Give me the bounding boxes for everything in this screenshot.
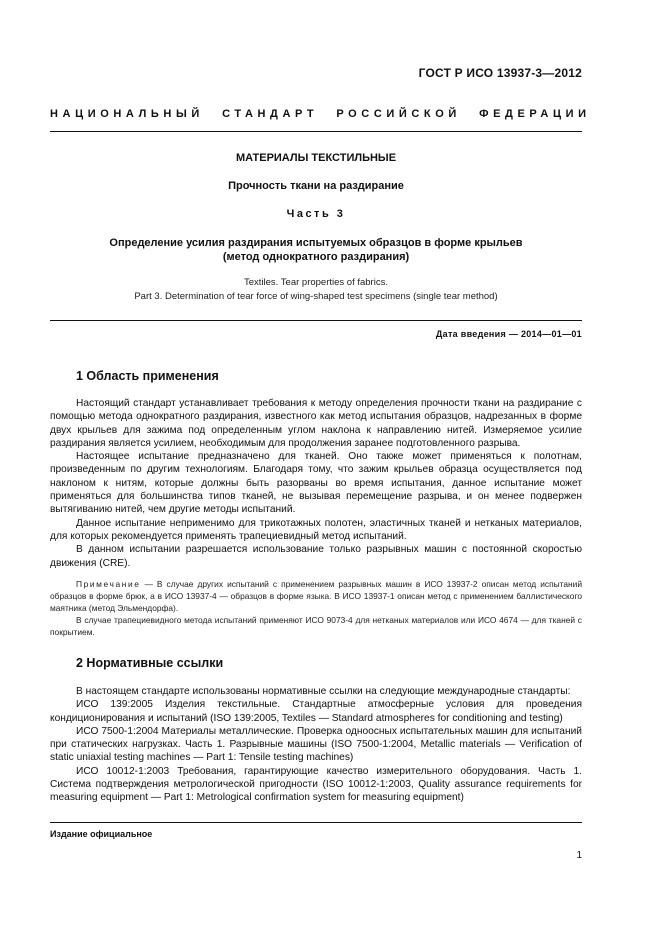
paragraph: Данное испытание неприменимо для трикотажных полотен, эластичных тканей и нетканых материалов, для которых рекомендуется применять трапециевидный метод испытаний. (50, 517, 582, 542)
banner-word: НАЦИОНАЛЬНЫЙ (50, 108, 204, 120)
section-references-body (50, 685, 582, 805)
english-title-line: Textiles. Tear properties of fabrics. (244, 277, 388, 288)
definition-line: (метод однократного раздирания) (222, 251, 410, 263)
note-text: — В случае других испытаний с применением разрывных машин в ИСО 13937-2 описан метод испытаний образцов в форме брюк, а в ИСО 13937-4 — образцов в форме языка. В ИСО 13937-1 описан метод с применением баллистического маятника (метод Эльмендорфа). (50, 579, 582, 613)
section-heading-references: 2 Нормативные ссылки (76, 656, 224, 670)
note-paragraph: В случае трапециевидного метода испытаний применяют ИСО 9073-4 для нетканых материалов или ИСО 4674 — для тканей с покрытием. (50, 615, 582, 637)
footer-divider (50, 822, 582, 823)
paragraph: ИСО 139:2005 Изделия текстильные. Стандартные атмосферные условия для проведения кондиционирования и испытаний (ISO 139:2005, Textiles — Standard atmospheres for conditioning and testing) (50, 699, 582, 724)
paragraph: В данном испытании разрешается использование только разрывных машин с постоянной скоростью движения (CRE). (50, 544, 582, 569)
edition-label: Издание официальное (50, 829, 153, 839)
note-label: Примечание (76, 579, 141, 589)
note-block (50, 578, 582, 638)
paragraph: Настоящее испытание предназначено для тканей. Оно также может применяться к полотнам, произведенным по другим технологиям. Благодаря тому, что зажим крыльев образца осуществляется под наклоном к нитям, которые должны быть разорваны во время испытания, данное испытание может применяться для большинства типов тканей, не вызывая перемещение разрыва, и он менее подвержен вытягиванию нитей, чем другие методы испытаний. (50, 451, 582, 516)
paragraph: ИСО 7500-1:2004 Материалы металлические. Проверка одноосных испытательных машин для испытаний при статических нагрузках. Часть 1. Разрывные машины (ISO 7500-1:2004, Metallic materials — Verification of static uniaxial testing machines — Part 1: Tensile testing machines) (50, 725, 582, 764)
page-number: 1 (576, 850, 582, 861)
section-heading-scope: 1 Область применения (76, 369, 219, 383)
banner-word: ФЕДЕРАЦИИ (479, 108, 591, 120)
definition-title (50, 236, 582, 264)
paragraph: Настоящий стандарт устанавливает требования к методу определения прочности ткани на раздирание с помощью метода однократного раздирания, известного как метод испытания образцов, надрезанных в форме двух крыльев для зажима под определенным углом наклона к направлению нитей. Измеряемое усилие раздирания является усилием, необходимым для продолжения заранее подготовленного разрыва. (50, 398, 582, 449)
english-title-line: Part 3. Determination of tear force of wing-shaped test specimens (single tear method) (134, 290, 498, 302)
document-subtitle: Прочность ткани на раздирание (228, 180, 404, 192)
standard-number: ГОСТ Р ИСО 13937-3—2012 (418, 66, 582, 80)
section-scope-body (50, 397, 582, 570)
header-divider (50, 131, 582, 132)
introduction-date: Дата введения — 2014—01—01 (435, 329, 582, 339)
note-paragraph (50, 578, 582, 614)
banner-word: РОССИЙСКОЙ (336, 108, 461, 120)
title-divider (50, 320, 582, 321)
paragraph: В настоящем стандарте использованы нормативные ссылки на следующие международные стандарты: (76, 686, 571, 697)
english-title (50, 276, 582, 303)
document-title: МАТЕРИАЛЫ ТЕКСТИЛЬНЫЕ (235, 152, 397, 164)
national-standard-banner (50, 108, 591, 120)
definition-line: Определение усилия раздирания испытуемых образцов в форме крыльев (109, 237, 523, 249)
banner-word: СТАНДАРТ (222, 108, 319, 120)
paragraph: ИСО 10012-1:2003 Требования, гарантирующие качество измерительного оборудования. Часть 1. Система подтверждения метрологической пригодности (ISO 10012-1:2003, Quality assurance requirements for measuring equipment — Part 1: Metrological confirmation system for measuring equipment) (50, 765, 582, 804)
part-label: Часть 3 (286, 208, 346, 220)
